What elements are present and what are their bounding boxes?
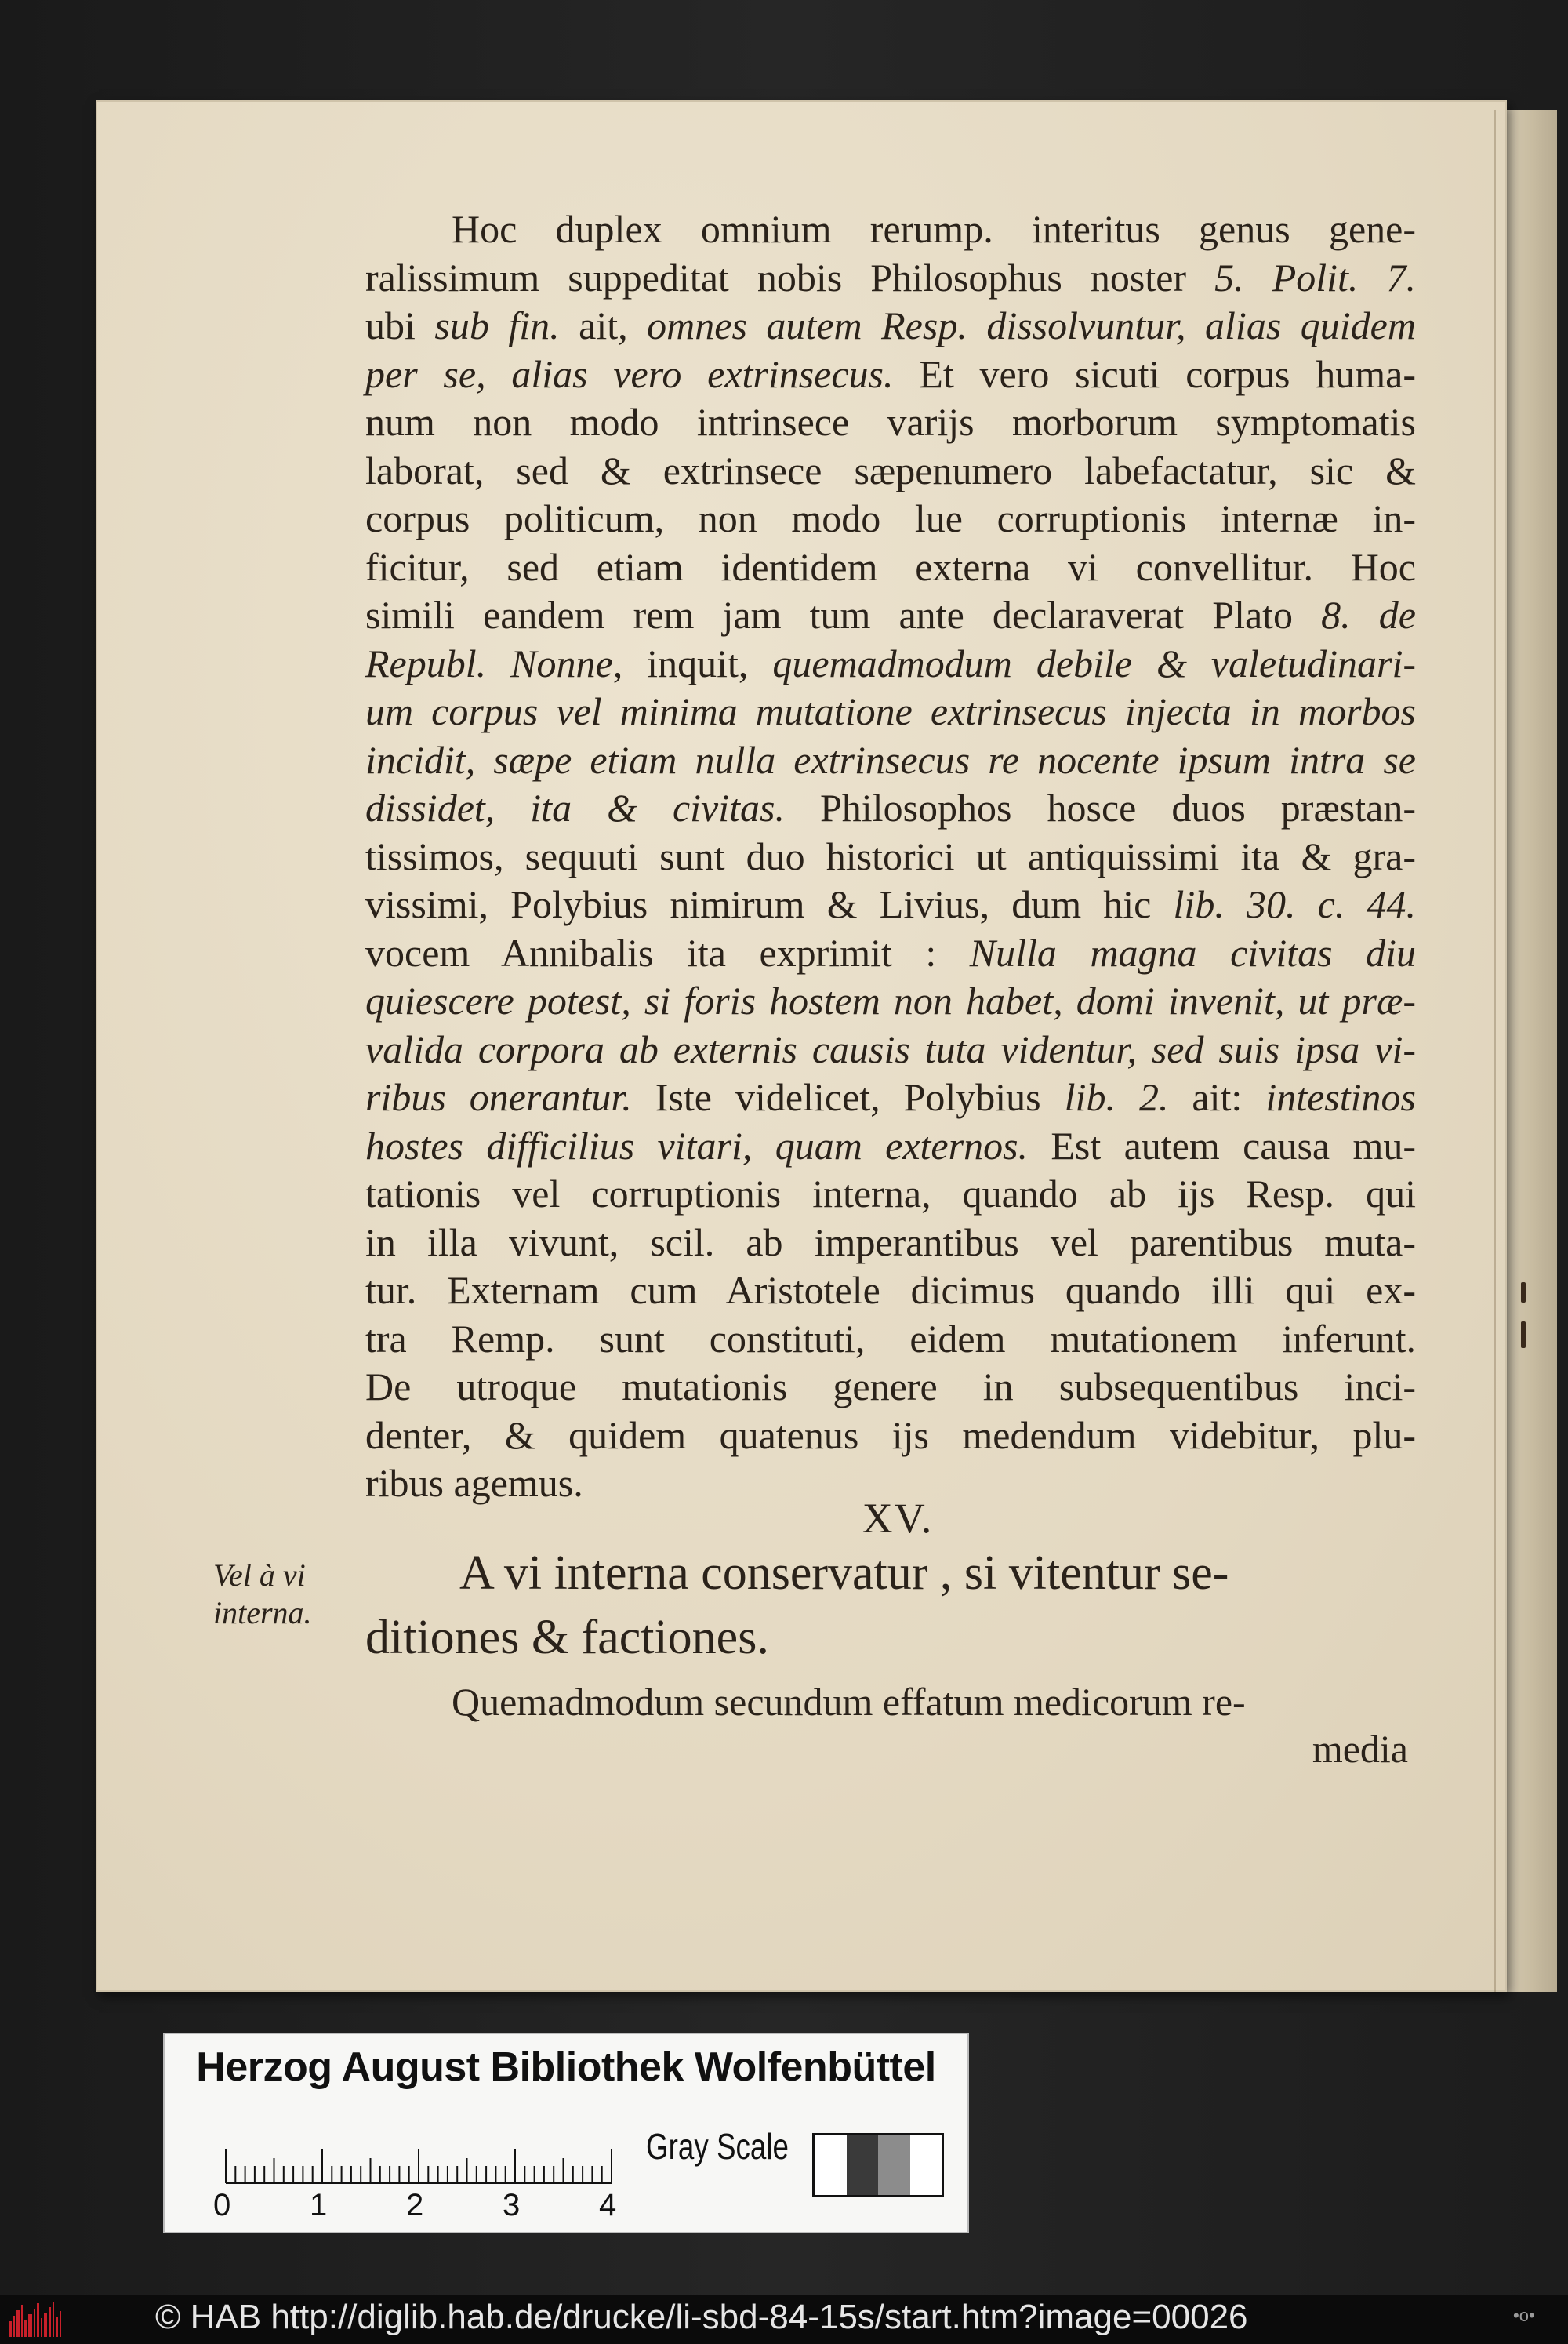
roman-run: vocem Annibalis ita exprimit : — [365, 930, 970, 975]
gray-swatch — [878, 2135, 910, 2195]
roman-run: simili eandem rem jam tum ante declaraverat Plato — [365, 593, 1322, 637]
logo-bar — [53, 2302, 54, 2337]
italic-run: ribus onerantur. — [365, 1075, 632, 1119]
roman-run: vissimi, Polybius nimirum & Livius, dum hic — [365, 882, 1174, 926]
text-line — [365, 302, 1416, 351]
text-line — [365, 1412, 1416, 1460]
text-line — [365, 1315, 1416, 1364]
text-line — [365, 1363, 1416, 1412]
copyright-url[interactable]: © HAB http://diglib.hab.de/drucke/li-sbd-84-15s/start.htm?image=00026 — [155, 2298, 1248, 2336]
logo-bar — [49, 2307, 51, 2337]
italic-run: dissidet, ita & civitas. — [365, 786, 785, 830]
text-line — [365, 977, 1416, 1026]
ruler-label: 3 — [503, 2188, 521, 2222]
text-line — [365, 833, 1416, 881]
italic-run: quiescere potest, si foris hostem non habet, domi invenit, ut præ- — [365, 979, 1416, 1023]
logo-bar — [44, 2313, 47, 2337]
text-line — [365, 543, 1416, 592]
roman-run: ubi — [365, 303, 435, 347]
italic-run: hostes difficilius vitari, quam externos. — [365, 1123, 1029, 1168]
roman-run: tissimos, sequuti sunt duo historici ut antiquissimi ita & gra- — [365, 834, 1416, 878]
logo-bar — [56, 2317, 58, 2337]
institution-name: Herzog August Bibliothek Wolfenbüttel — [196, 2044, 936, 2090]
text-line — [365, 254, 1416, 303]
ruler-label: 1 — [310, 2188, 328, 2222]
hab-barcode-logo-icon — [8, 2299, 66, 2339]
text-line — [365, 929, 1416, 978]
logo-bar — [16, 2310, 20, 2337]
roman-run: ait, — [559, 303, 648, 347]
italic-run: omnes autem Resp. dissolvuntur, alias quidem — [647, 303, 1416, 347]
logo-bar — [34, 2309, 35, 2337]
logo-bar — [37, 2303, 39, 2337]
main-paragraph — [365, 205, 1416, 1508]
roman-run: corpus politicum, non modo lue corruptionis internæ in- — [365, 496, 1416, 540]
text-line — [365, 1026, 1416, 1074]
roman-run: ribus agemus. — [365, 1461, 583, 1505]
text-line — [365, 640, 1416, 689]
edge-mark — [1521, 1282, 1526, 1303]
roman-run: tra Remp. sunt constituti, eidem mutationem inferunt. — [365, 1316, 1416, 1361]
footer-bar — [0, 2295, 1568, 2344]
italic-run: um corpus vel minima mutatione extrinsecus injecta in morbos — [365, 689, 1416, 733]
roman-run: ficitur, sed etiam identidem externa vi convellitur. Hoc — [365, 544, 1416, 589]
roman-run: denter, & quidem quatenus ijs medendum videbitur, plu- — [365, 1412, 1416, 1457]
gray-swatch — [815, 2135, 847, 2195]
heading-line: ditiones & factiones. — [365, 1611, 769, 1664]
ruler-label: 2 — [406, 2188, 424, 2222]
italic-run: intestinos — [1265, 1075, 1416, 1119]
roman-run: laborat, sed & extrinsece sæpenumero labefactatur, sic & — [365, 448, 1416, 492]
text-line — [365, 205, 1416, 254]
roman-run: in illa vivunt, scil. ab imperantibus vel parentibus muta- — [365, 1219, 1416, 1264]
text-line — [365, 881, 1416, 929]
italic-run: quemadmodum debile & valetudinari- — [772, 641, 1416, 685]
logo-bar — [13, 2316, 15, 2337]
margin-note-line: interna. — [213, 1595, 312, 1630]
italic-run: valida corpora ab externis causis tuta videntur, sed suis ipsa vi- — [365, 1027, 1416, 1071]
calibration-card — [163, 2033, 969, 2233]
text-line — [365, 736, 1416, 785]
page-edge-strip — [1507, 110, 1557, 1992]
section-heading — [365, 1541, 1416, 1670]
ruler-label: 0 — [213, 2188, 231, 2222]
gray-swatch — [910, 2135, 942, 2195]
italic-run: lib. 30. c. 44. — [1173, 882, 1416, 926]
logo-bar — [24, 2320, 27, 2337]
logo-bar — [60, 2311, 61, 2337]
logo-bar — [21, 2305, 23, 2337]
text-line — [365, 1266, 1416, 1315]
italic-run: incidit, sæpe etiam nulla extrinsecus re nocente ipsum intra se — [365, 737, 1416, 782]
italic-run: 5. Polit. 7. — [1214, 255, 1416, 300]
roman-run: ait: — [1168, 1075, 1266, 1119]
page-fold — [1494, 110, 1496, 1992]
roman-run: De utroque mutationis genere in subsequentibus inci- — [365, 1365, 1416, 1408]
text-line — [365, 688, 1416, 736]
roman-run: Est autem causa mu- — [1028, 1123, 1416, 1168]
roman-run: Et vero sicuti corpus huma- — [893, 351, 1416, 396]
logo-bar — [28, 2314, 32, 2337]
margin-note — [213, 1557, 362, 1632]
italic-run: 8. de — [1321, 593, 1416, 637]
page-marker: •o• — [1513, 2306, 1535, 2325]
logo-bar — [41, 2318, 42, 2337]
roman-run: Philosophos hosce duos præstan- — [784, 786, 1416, 830]
text-line — [365, 784, 1416, 833]
catchword: media — [1312, 1727, 1408, 1771]
italic-run: Nulla magna civitas diu — [969, 930, 1416, 975]
heading-line: A vi interna conservatur , si vitentur se- — [459, 1546, 1229, 1600]
text-line — [365, 1122, 1416, 1171]
ruler-label: 4 — [599, 2188, 617, 2222]
roman-run: num non modo intrinsece varijs morborum symptomatis — [365, 400, 1416, 444]
section-number: XV. — [862, 1495, 934, 1542]
margin-note-line: Vel à vi — [213, 1557, 306, 1593]
italic-run: sub fin. — [434, 303, 560, 347]
text-line — [365, 591, 1416, 640]
italic-run: Nonne — [486, 641, 613, 685]
following-text — [365, 1678, 1408, 1772]
gray-swatch — [847, 2135, 879, 2195]
text-line — [365, 398, 1416, 447]
edge-mark — [1521, 1321, 1526, 1348]
italic-run: Republ. — [365, 641, 487, 685]
following-line: Quemadmodum secundum effatum medicorum re- — [452, 1680, 1246, 1724]
italic-run: lib. 2. — [1064, 1075, 1169, 1119]
text-line — [365, 1219, 1416, 1267]
text-line — [365, 1074, 1416, 1122]
roman-run: Iste videlicet, Polybius — [631, 1075, 1065, 1119]
text-line — [365, 351, 1416, 399]
text-line — [365, 447, 1416, 496]
roman-run: , inquit, — [612, 641, 773, 685]
italic-run: per se, alias vero extrinsecus. — [365, 351, 894, 396]
gray-scale-label: Gray Scale — [646, 2126, 789, 2167]
text-line — [365, 495, 1416, 543]
logo-bar — [9, 2321, 12, 2337]
roman-run: tationis vel corruptionis interna, quando ab ijs Resp. qui — [365, 1172, 1416, 1216]
gray-scale-swatches — [812, 2133, 944, 2197]
roman-run: Hoc duplex omnium rerump. interitus genus gene- — [452, 207, 1416, 251]
roman-run: tur. Externam cum Aristotele dicimus quando illi qui ex- — [365, 1268, 1416, 1312]
text-line — [365, 1170, 1416, 1219]
roman-run: ralissimum suppeditat nobis Philosophus noster — [365, 255, 1215, 300]
